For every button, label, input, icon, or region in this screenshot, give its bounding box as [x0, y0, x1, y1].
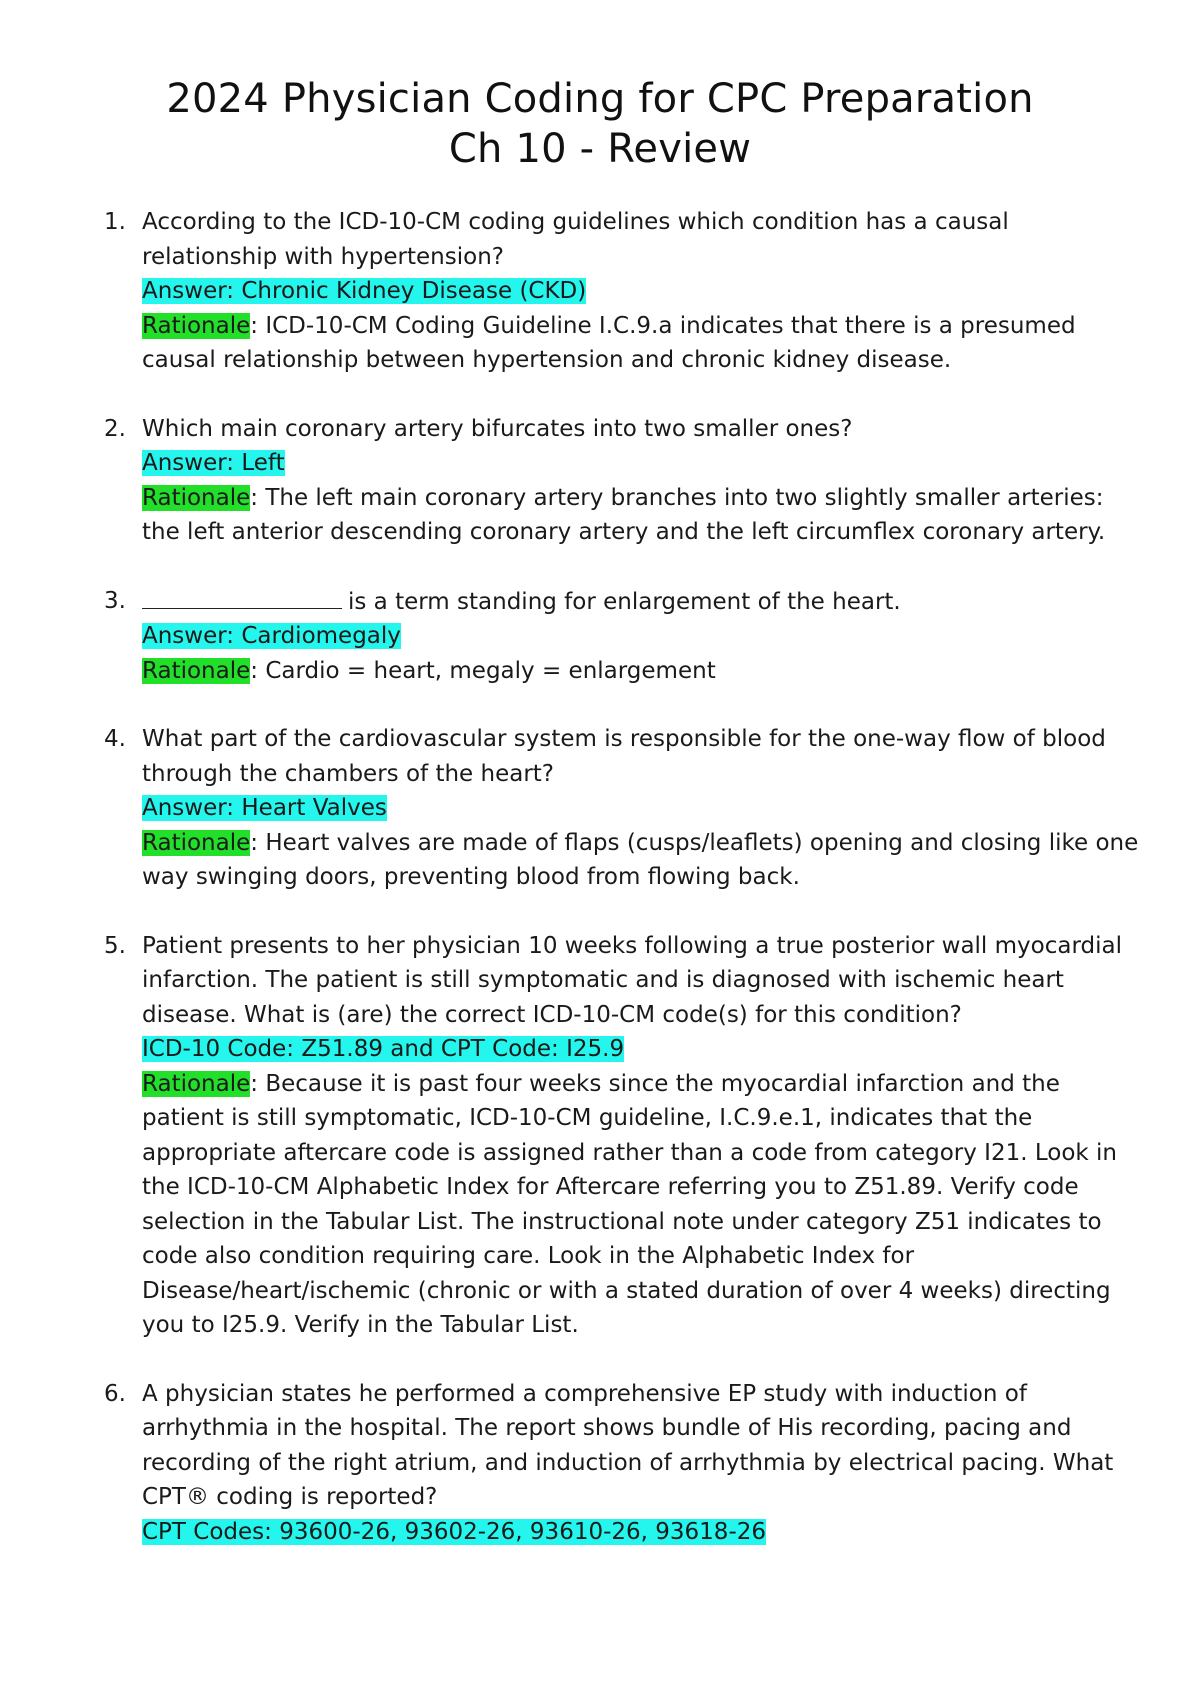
question-item-5	[104, 929, 1144, 1343]
rationale-label: Rationale	[142, 312, 251, 339]
rationale	[142, 654, 1144, 689]
rationale-text: : Cardio = heart, megaly = enlargement	[250, 657, 716, 684]
rationale-text: : The left main coronary artery branches into two slightly smaller arteries: the left anterior descending coronary artery and the left circumflex coronary artery.	[142, 484, 1106, 545]
question-item-3	[104, 584, 1144, 689]
answer-text: Answer: Left	[142, 450, 285, 476]
rationale-label: Rationale	[142, 1070, 251, 1097]
question-body	[142, 205, 1144, 378]
rationale	[142, 481, 1144, 550]
answer-text: Answer: Chronic Kidney Disease (CKD)	[142, 278, 587, 304]
rationale-label: Rationale	[142, 484, 251, 511]
question-text: According to the ICD-10-CM coding guidelines which condition has a causal relationship with hypertension?	[142, 209, 1009, 270]
rationale-label: Rationale	[142, 657, 251, 684]
fill-in-blank	[142, 584, 342, 609]
answer-text: Answer: Cardiomegaly	[142, 623, 401, 649]
question-text: A physician states he performed a comprehensive EP study with induction of arrhythmia in the hospital. The report shows bundle of His recording, pacing and recording of the right atrium, and induction of arrhythmia by electrical pacing. What CPT® coding is reported?	[142, 1380, 1114, 1510]
question-item-2	[104, 412, 1144, 550]
rationale-text: : Heart valves are made of flaps (cusps/leaflets) opening and closing like one way swinging doors, preventing blood from flowing back.	[142, 829, 1139, 890]
question-number: 1.	[104, 209, 126, 235]
question-body	[142, 929, 1144, 1343]
question-body	[142, 412, 1144, 550]
document-title	[0, 74, 1200, 174]
question-number: 3.	[104, 587, 126, 614]
question-body	[142, 1377, 1144, 1550]
rationale	[142, 1067, 1144, 1343]
answer-text: Answer: Heart Valves	[142, 795, 387, 821]
rationale-text: : Because it is past four weeks since the myocardial infarction and the patient is still symptomatic, ICD-10-CM guideline, I.C.9.e.1, indicates that the appropriate aftercare code is assigned rather than a code from category I21. Look in the ICD-10-CM Alphabetic Index for Aftercare referring you to Z51.89. Verify code selection in the Tabular List. The instructional note under category Z51 indicates to code also condition requiring care. Look in the Alphabetic Index for Disease/heart/ischemic (chronic or with a stated duration of over 4 weeks) directing you to I25.9. Verify in the Tabular List.	[142, 1070, 1117, 1338]
question-item-6	[104, 1377, 1144, 1550]
question-text: What part of the cardiovascular system is responsible for the one-way flow of blood through the chambers of the heart?	[142, 726, 1106, 787]
rationale	[142, 826, 1144, 895]
answer-text: ICD-10 Code: Z51.89 and CPT Code: I25.9	[142, 1036, 625, 1062]
question-text: Which main coronary artery bifurcates into two smaller ones?	[142, 415, 853, 442]
question-text: is a term standing for enlargement of the heart.	[348, 588, 901, 615]
question-number: 2.	[104, 415, 126, 442]
title-line-2: Ch 10 - Review	[448, 126, 752, 172]
question-body	[142, 722, 1144, 895]
question-number: 5.	[104, 932, 126, 959]
question-body	[142, 584, 1144, 689]
question-item-4	[104, 722, 1144, 895]
question-number: 6.	[104, 1380, 126, 1407]
title-line-1: 2024 Physician Coding for CPC Preparation	[166, 76, 1034, 122]
question-line	[142, 584, 1144, 620]
rationale-text: : ICD-10-CM Coding Guideline I.C.9.a indicates that there is a presumed causal relationship between hypertension and chronic kidney disease.	[142, 312, 1076, 373]
answer-text: CPT Codes: 93600-26, 93602-26, 93610-26, 93618-26	[142, 1518, 767, 1545]
rationale	[142, 309, 1144, 378]
question-item-1	[104, 205, 1144, 378]
question-number: 4.	[104, 726, 126, 752]
rationale-label: Rationale	[142, 829, 251, 856]
question-list	[104, 205, 1144, 1583]
question-text: Patient presents to her physician 10 weeks following a true posterior wall myocardial infarction. The patient is still symptomatic and is diagnosed with ischemic heart disease. What is (are) the correct ICD-10-CM code(s) for this condition?	[142, 932, 1122, 1028]
